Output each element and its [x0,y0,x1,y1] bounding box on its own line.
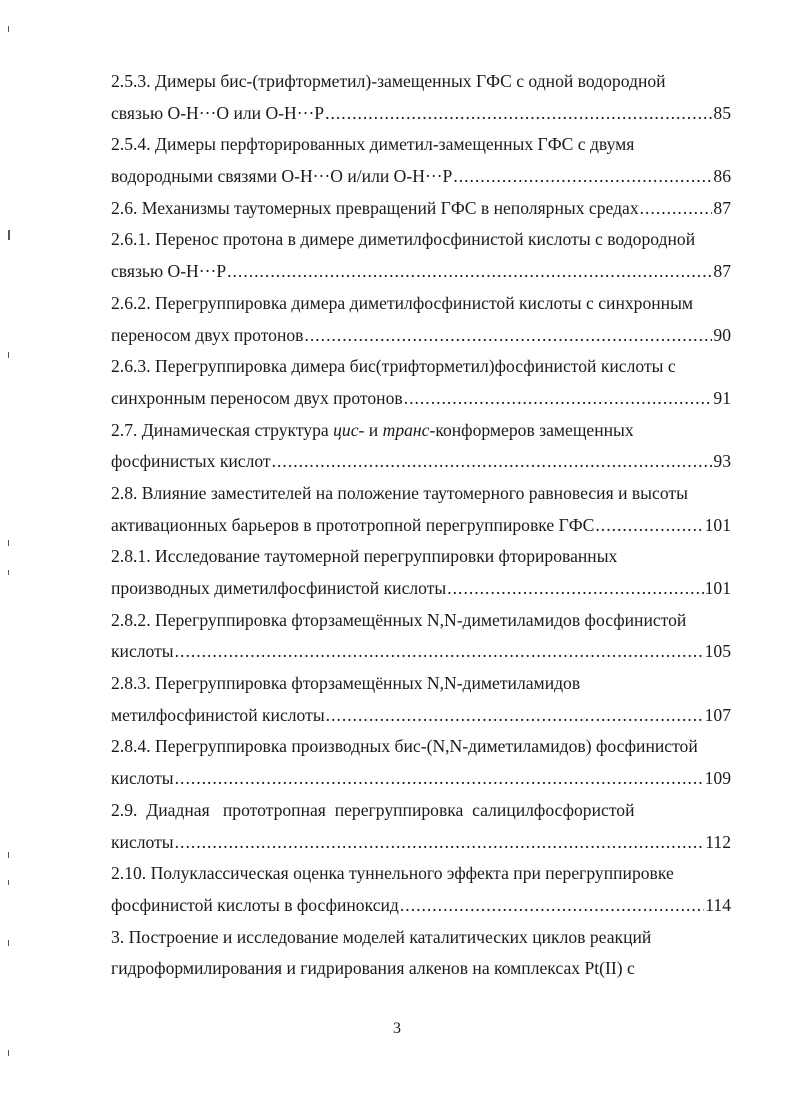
toc-page-number: 105 [704,641,731,662]
dot-leader [325,98,712,130]
toc-entry-2-6-3-line2 [111,383,731,415]
toc-entry-text: конформеров замещенных [435,419,634,440]
toc-entry-text: 2.7. Динамическая структура [111,419,334,440]
toc-entry-2-8-line1: 2.8. Влияние заместителей на положение таутомерного равновесия и высоты [111,482,688,503]
toc-entry-2-10-line1: 2.10. Полуклассическая оценка туннельного эффекта при перегруппировке [111,863,674,884]
toc-entry-2-5-4-line1: 2.5.4. Димеры перфторированных диметил-замещенных ГФС с двумя [111,134,635,155]
toc-entry-2-8-line2 [111,510,731,542]
toc-entry-text: активационных барьеров в прототропной перегруппировке ГФС [111,514,595,535]
scan-mark [8,26,9,32]
dot-leader [400,890,704,922]
scan-mark [8,230,10,240]
toc-entry-2-8-4-line1: 2.8.4. Перегруппировка производных бис-(N,N-диметиламидов) фосфинистой [111,736,698,757]
toc-page-number: 107 [704,704,731,725]
toc-page-number: 90 [713,324,731,345]
toc-entry-2-8-2-line1: 2.8.2. Перегруппировка фторзамещённых N,N-диметиламидов фосфинистой [111,609,687,630]
toc-page-number: 91 [713,387,731,408]
toc-entry-3-line2: гидроформилирования и гидрирования алкенов на комплексах Pt(II) с [111,958,635,979]
toc-entry-2-8-3-line2 [111,700,731,732]
scan-mark [8,1050,9,1056]
toc-page-number: 85 [713,102,731,123]
dot-leader [175,636,704,668]
scan-mark [8,352,9,358]
dot-leader [175,827,705,859]
toc-entry-text: фосфинистых кислот [111,451,271,472]
toc-entry-2-6 [111,193,731,225]
scan-mark [8,540,9,546]
toc-entry-2-7-line1 [111,415,731,447]
toc-entry-2-5-3-line2 [111,98,731,130]
toc-entry-text: переносом двух протонов [111,324,304,345]
toc-page-number: 109 [704,768,731,789]
table-of-contents [111,66,731,985]
toc-entry-text: связью О-Н···Р [111,261,227,282]
toc-page-number: 101 [704,578,731,598]
toc-entry-text: и [364,419,383,440]
toc-page-number: 93 [713,451,731,472]
toc-page-number: 114 [705,894,731,915]
toc-entry-2-8-1-line1: 2.8.1. Исследование таутомерной перегруппировки фторированных [111,546,618,567]
dot-leader [640,193,713,225]
scan-mark [8,570,9,575]
dot-leader [227,256,712,288]
page-number: 3 [393,1020,401,1037]
toc-entry-text: водородными связями О-Н···О и/или О-Н···Р [111,166,453,187]
toc-entry-text: кислоты [111,768,174,789]
toc-entry-2-6-2-line1: 2.6.2. Перегруппировка димера диметилфосфинистой кислоты с синхронным [111,292,694,313]
toc-entry-2-9-line1: 2.9. Диадная прототропная перегруппировка салицилфосфористой [111,799,635,820]
toc-page-number: 112 [705,831,731,852]
dot-leader [272,446,713,478]
toc-page-number: 86 [713,166,731,187]
toc-page-number: 87 [713,261,731,282]
toc-entry-2-10-line2 [111,890,731,922]
toc-entry-text: синхронным переносом двух протонов [111,387,403,408]
toc-entry-2-6-3-line1: 2.6.3. Перегруппировка димера бис(трифторметил)фосфинистой кислоты с [111,356,676,377]
toc-entry-text: фосфинистой кислоты в фосфиноксид [111,894,399,915]
toc-entry-2-8-3-line1: 2.8.3. Перегруппировка фторзамещённых N,N-диметиламидов [111,673,581,694]
toc-entry-2-8-2-line2 [111,636,731,668]
toc-entry-text: связью О-Н···О или О-Н···Р [111,102,325,123]
dot-leader [404,383,713,415]
toc-page-number: 87 [713,197,731,218]
scan-mark [8,852,9,858]
toc-entry-text: кислоты [111,831,174,852]
toc-entry-3-line1: 3. Построение и исследование моделей каталитических циклов реакций [111,926,652,947]
toc-entry-text: кислоты [111,641,174,662]
toc-entry-2-7-line2 [111,446,731,478]
toc-entry-text: 2.6. Механизмы таутомерных превращений ГФС в неполярных средах [111,197,639,218]
toc-entry-2-5-3-line1: 2.5.3. Димеры бис-(трифторметил)-замещенных ГФС с одной водородной [111,71,666,91]
toc-entry-2-6-1-line2 [111,256,731,288]
dot-leader [175,763,704,795]
dot-leader [453,161,712,193]
scan-mark [8,880,9,885]
dot-leader [326,700,704,732]
toc-entry-2-8-4-line2 [111,763,731,795]
toc-page-number: 101 [704,514,731,535]
toc-entry-italic-text: цис- [333,419,365,440]
dot-leader [595,510,703,542]
toc-entry-2-9-line2 [111,827,731,859]
toc-entry-2-5-4-line2 [111,161,731,193]
dot-leader [304,320,712,352]
toc-entry-text: метилфосфинистой кислоты [111,704,325,725]
scan-mark [8,940,9,946]
toc-entry-2-6-1-line1: 2.6.1. Перенос протона в димере диметилфосфинистой кислоты с водородной [111,229,696,250]
toc-entry-italic-text: транс- [382,419,436,440]
toc-entry-2-6-2-line2 [111,320,731,352]
toc-entry-2-8-1-line2 [111,573,731,605]
dot-leader [447,573,703,605]
toc-entry-text: производных диметилфосфинистой кислоты [111,578,447,598]
